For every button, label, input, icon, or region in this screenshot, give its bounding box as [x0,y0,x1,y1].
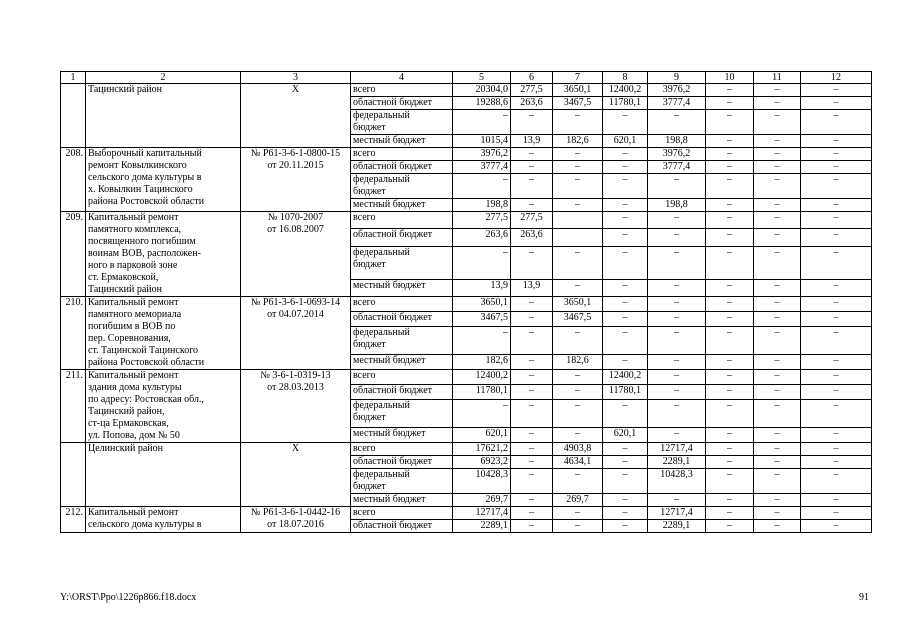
amount-cell: – [801,199,872,212]
funding-source-label: всего [351,443,453,456]
amount-cell: – [553,428,603,443]
amount-cell: – [453,399,511,428]
amount-cell: – [648,384,706,399]
amount-cell: – [706,384,754,399]
amount-cell: – [754,297,801,312]
amount-cell: – [648,370,706,385]
object-name: Капитальный ремонт здания дома культуры по адресу: Ростовская обл., Тацинский район, ст-ца Ермаковская, ул. Попова, дом № 50 [86,370,241,443]
amount-cell: 277,5 [511,84,553,97]
amount-cell: 12717,4 [648,443,706,456]
amount-cell: 182,6 [553,355,603,370]
amount-cell: – [603,520,648,533]
amount-cell: – [706,326,754,355]
column-header: 1 [61,72,86,84]
amount-cell: – [706,246,754,279]
amount-cell: 19288,6 [453,97,511,110]
amount-cell: – [511,174,553,199]
amount-cell: – [603,456,648,469]
amount-cell: – [754,84,801,97]
amount-cell [553,212,603,229]
amount-cell: – [511,494,553,507]
object-name: Капитальный ремонт сельского дома культуры в [86,507,241,533]
item-number: 212. [61,507,86,533]
funding-source-label: местный бюджет [351,428,453,443]
amount-cell: – [801,384,872,399]
amount-cell: – [754,428,801,443]
table-row [61,84,872,97]
funding-source-label: всего [351,212,453,229]
amount-cell: – [706,135,754,148]
amount-cell: 11780,1 [603,97,648,110]
budget-table [60,71,872,533]
amount-cell: – [754,370,801,385]
funding-source-label: местный бюджет [351,494,453,507]
amount-cell: – [706,507,754,520]
amount-cell: 3976,2 [453,148,511,161]
amount-cell: – [511,520,553,533]
amount-cell: – [706,110,754,135]
amount-cell: – [553,246,603,279]
footer-file-path: Y:\ORST\Ppo\1226p866.f18.docx [60,592,197,603]
amount-cell: – [801,494,872,507]
amount-cell: – [511,199,553,212]
amount-cell: – [801,279,872,296]
amount-cell: – [511,469,553,494]
amount-cell: – [511,507,553,520]
amount-cell: – [511,384,553,399]
amount-cell: 2289,1 [648,520,706,533]
amount-cell: – [648,355,706,370]
amount-cell: – [511,161,553,174]
document-reference: Х [241,84,351,148]
amount-cell: – [706,469,754,494]
amount-cell: – [511,148,553,161]
amount-cell: – [801,174,872,199]
amount-cell: – [603,326,648,355]
table-row [61,148,872,161]
column-header: 8 [603,72,648,84]
amount-cell: – [754,311,801,326]
amount-cell: – [801,355,872,370]
object-name: Выборочный капитальный ремонт Ковылкинского сельского дома культуры в х. Ковылкин Тацинского района Ростовской области [86,148,241,212]
amount-cell: 12400,2 [453,370,511,385]
amount-cell: – [754,199,801,212]
amount-cell: – [453,110,511,135]
amount-cell: – [706,456,754,469]
amount-cell: – [754,355,801,370]
amount-cell: – [706,370,754,385]
column-header: 11 [754,72,801,84]
amount-cell: – [801,297,872,312]
amount-cell: – [648,212,706,229]
amount-cell: 3976,2 [648,148,706,161]
funding-source-label: федеральный бюджет [351,326,453,355]
amount-cell: – [706,520,754,533]
amount-cell: – [511,428,553,443]
amount-cell: 3976,2 [648,84,706,97]
funding-source-label: всего [351,84,453,97]
document-reference: № Р61-3-6-1-0800-15 от 20.11.2015 [241,148,351,212]
amount-cell: – [511,370,553,385]
amount-cell: 20304,0 [453,84,511,97]
document-reference: № 3-6-1-0319-13 от 28.03.2013 [241,370,351,443]
amount-cell: 620,1 [603,135,648,148]
document-reference: № Р61-3-6-1-0442-16 от 18.07.2016 [241,507,351,533]
amount-cell: 11780,1 [603,384,648,399]
amount-cell: 269,7 [553,494,603,507]
amount-cell: – [511,297,553,312]
amount-cell: – [603,399,648,428]
document-reference: № 1070-2007 от 16.08.2007 [241,212,351,297]
amount-cell: – [754,174,801,199]
amount-cell: – [648,326,706,355]
amount-cell: – [603,148,648,161]
amount-cell: 620,1 [453,428,511,443]
amount-cell: – [553,520,603,533]
funding-source-label: областной бюджет [351,384,453,399]
amount-cell: – [754,384,801,399]
amount-cell: – [706,494,754,507]
funding-source-label: всего [351,370,453,385]
amount-cell: – [648,246,706,279]
amount-cell: – [754,443,801,456]
amount-cell: – [754,246,801,279]
amount-cell: 13,9 [511,279,553,296]
item-number: 211. [61,370,86,443]
funding-source-label: всего [351,297,453,312]
amount-cell: 3650,1 [553,84,603,97]
amount-cell: – [706,399,754,428]
amount-cell: – [706,355,754,370]
amount-cell: – [706,97,754,110]
item-number: 209. [61,212,86,297]
amount-cell: 182,6 [453,355,511,370]
amount-cell: – [511,326,553,355]
object-name: Капитальный ремонт памятного мемориала погибшим в ВОВ по пер. Соревнования, ст. Тацинской Тацинского района Ростовской области [86,297,241,370]
amount-cell: – [648,297,706,312]
funding-source-label: федеральный бюджет [351,399,453,428]
funding-source-label: областной бюджет [351,456,453,469]
amount-cell: – [603,494,648,507]
amount-cell: – [603,110,648,135]
amount-cell: 198,8 [648,199,706,212]
funding-source-label: всего [351,148,453,161]
amount-cell: 2289,1 [648,456,706,469]
amount-cell: – [553,399,603,428]
amount-cell: – [801,212,872,229]
funding-source-label: местный бюджет [351,135,453,148]
amount-cell: 263,6 [511,229,553,246]
funding-source-label: областной бюджет [351,229,453,246]
amount-cell: 182,6 [553,135,603,148]
amount-cell: – [511,456,553,469]
amount-cell: 3777,4 [453,161,511,174]
amount-cell: 13,9 [511,135,553,148]
amount-cell: – [553,279,603,296]
amount-cell: – [553,161,603,174]
amount-cell: 3777,4 [648,97,706,110]
amount-cell: – [801,229,872,246]
amount-cell: 11780,1 [453,384,511,399]
amount-cell: 277,5 [453,212,511,229]
object-name: Капитальный ремонт памятного комплекса, посвященного погибшим воинам ВОВ, расположен- ного в парковой зоне ст. Ермаковской, Тацинский район [86,212,241,297]
amount-cell: – [706,443,754,456]
column-header: 7 [553,72,603,84]
item-number: 210. [61,297,86,370]
amount-cell: – [706,212,754,229]
amount-cell: 198,8 [648,135,706,148]
item-number: 208. [61,148,86,212]
amount-cell: 620,1 [603,428,648,443]
funding-source-label: федеральный бюджет [351,469,453,494]
amount-cell: 1015,4 [453,135,511,148]
amount-cell: 12717,4 [648,507,706,520]
amount-cell: – [648,110,706,135]
amount-cell: 12717,4 [453,507,511,520]
amount-cell: – [706,148,754,161]
amount-cell: – [801,428,872,443]
amount-cell [553,229,603,246]
amount-cell: – [801,97,872,110]
column-header: 10 [706,72,754,84]
amount-cell: 12400,2 [603,84,648,97]
amount-cell: – [648,174,706,199]
amount-cell: – [754,110,801,135]
amount-cell: – [603,297,648,312]
page-number: 91 [859,592,869,603]
amount-cell: 269,7 [453,494,511,507]
column-header: 5 [453,72,511,84]
amount-cell: – [453,246,511,279]
funding-source-label: областной бюджет [351,311,453,326]
amount-cell: – [648,399,706,428]
amount-cell: – [648,311,706,326]
amount-cell: – [801,135,872,148]
amount-cell: – [706,84,754,97]
amount-cell: – [603,229,648,246]
amount-cell: – [603,311,648,326]
funding-source-label: областной бюджет [351,520,453,533]
funding-source-label: местный бюджет [351,279,453,296]
amount-cell: – [754,399,801,428]
amount-cell: – [706,428,754,443]
object-name: Целинский район [86,443,241,507]
amount-cell: – [603,355,648,370]
funding-source-label: местный бюджет [351,199,453,212]
amount-cell: 12400,2 [603,370,648,385]
header-row [61,72,872,84]
amount-cell: 3777,4 [648,161,706,174]
amount-cell: – [801,246,872,279]
amount-cell: – [603,279,648,296]
column-header: 6 [511,72,553,84]
amount-cell: – [706,297,754,312]
amount-cell: – [801,370,872,385]
amount-cell: – [801,148,872,161]
amount-cell: – [603,174,648,199]
amount-cell: – [553,384,603,399]
amount-cell: – [511,246,553,279]
amount-cell: 13,9 [453,279,511,296]
table-row [61,297,872,312]
amount-cell: – [553,110,603,135]
amount-cell: – [754,520,801,533]
amount-cell: – [553,326,603,355]
funding-source-label: федеральный бюджет [351,246,453,279]
amount-cell: – [511,443,553,456]
amount-cell: 10428,3 [648,469,706,494]
amount-cell: – [603,443,648,456]
item-number [61,84,86,148]
amount-cell: 3650,1 [453,297,511,312]
amount-cell: – [754,97,801,110]
amount-cell: – [553,370,603,385]
amount-cell: – [511,311,553,326]
amount-cell: – [511,399,553,428]
amount-cell: – [754,279,801,296]
amount-cell: – [754,507,801,520]
amount-cell: – [801,507,872,520]
amount-cell: 3467,5 [453,311,511,326]
amount-cell: – [801,161,872,174]
amount-cell: – [754,229,801,246]
amount-cell: – [603,161,648,174]
amount-cell: – [603,199,648,212]
table-row [61,443,872,456]
funding-source-label: областной бюджет [351,161,453,174]
amount-cell: – [648,229,706,246]
amount-cell: 3650,1 [553,297,603,312]
amount-cell: 198,8 [453,199,511,212]
table-row [61,370,872,385]
amount-cell: 17621,2 [453,443,511,456]
amount-cell: 2289,1 [453,520,511,533]
amount-cell: – [511,110,553,135]
amount-cell: – [754,456,801,469]
amount-cell: – [553,469,603,494]
amount-cell: – [553,174,603,199]
amount-cell: – [801,311,872,326]
document-reference: № Р61-3-6-1-0693-14 от 04.07.2014 [241,297,351,370]
amount-cell: 3467,5 [553,311,603,326]
amount-cell: 4903,8 [553,443,603,456]
column-header: 2 [86,72,241,84]
amount-cell: – [754,135,801,148]
amount-cell: – [706,174,754,199]
amount-cell: – [801,326,872,355]
amount-cell: – [801,469,872,494]
amount-cell: – [706,311,754,326]
amount-cell: 277,5 [511,212,553,229]
amount-cell: 263,6 [511,97,553,110]
column-header: 12 [801,72,872,84]
amount-cell: – [706,279,754,296]
amount-cell: – [754,469,801,494]
amount-cell: – [801,456,872,469]
column-header: 3 [241,72,351,84]
funding-source-label: местный бюджет [351,355,453,370]
amount-cell: – [603,469,648,494]
amount-cell: – [754,494,801,507]
amount-cell: – [648,428,706,443]
funding-source-label: областной бюджет [351,97,453,110]
amount-cell: – [754,161,801,174]
amount-cell: – [801,443,872,456]
amount-cell: – [801,520,872,533]
column-header: 4 [351,72,453,84]
table-row [61,507,872,520]
amount-cell: – [453,326,511,355]
amount-cell: – [801,399,872,428]
amount-cell: – [706,199,754,212]
table-row [61,212,872,229]
amount-cell: – [603,507,648,520]
amount-cell: – [754,212,801,229]
amount-cell: – [553,199,603,212]
amount-cell: – [553,507,603,520]
amount-cell: – [453,174,511,199]
object-name: Тацинский район [86,84,241,148]
funding-source-label: федеральный бюджет [351,174,453,199]
item-number [61,443,86,507]
amount-cell: 3467,5 [553,97,603,110]
amount-cell: – [648,279,706,296]
amount-cell: – [706,161,754,174]
amount-cell: – [801,110,872,135]
amount-cell: – [754,326,801,355]
amount-cell: – [801,84,872,97]
amount-cell: 4634,1 [553,456,603,469]
amount-cell: 6923,2 [453,456,511,469]
amount-cell: – [511,355,553,370]
funding-source-label: федеральный бюджет [351,110,453,135]
funding-source-label: всего [351,507,453,520]
amount-cell: 263,6 [453,229,511,246]
amount-cell: – [754,148,801,161]
amount-cell: 10428,3 [453,469,511,494]
amount-cell: – [553,148,603,161]
column-header: 9 [648,72,706,84]
amount-cell: – [706,229,754,246]
amount-cell: – [648,494,706,507]
document-reference: Х [241,443,351,507]
amount-cell: – [603,246,648,279]
amount-cell: – [603,212,648,229]
